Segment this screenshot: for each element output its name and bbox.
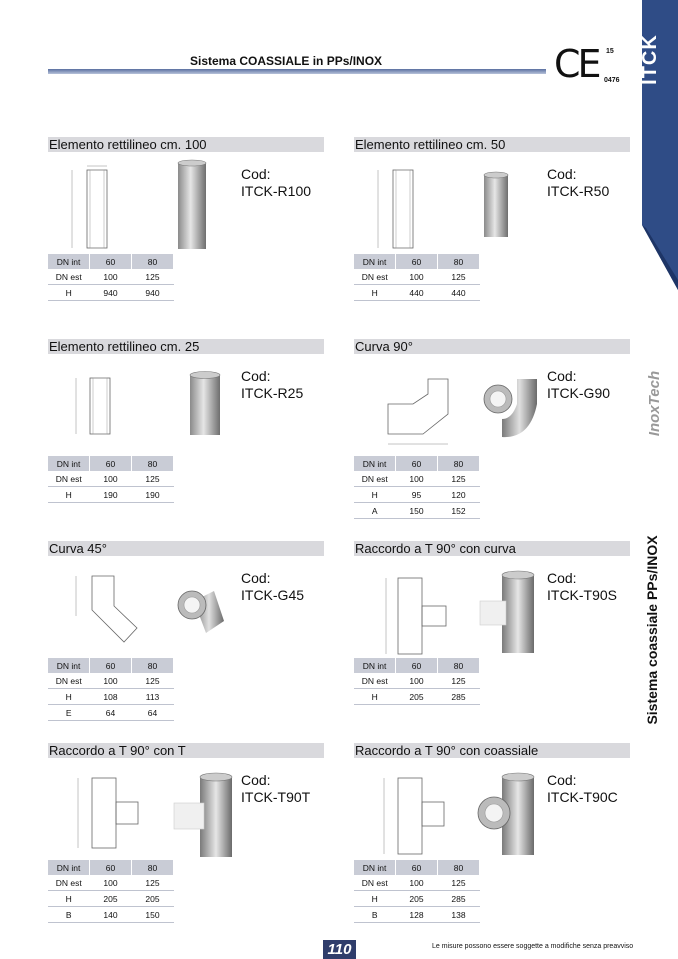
spec-cell: 128 <box>396 907 438 923</box>
spec-cell: 64 <box>132 705 174 721</box>
spec-cell: A <box>354 503 396 519</box>
spec-cell: 95 <box>396 487 438 503</box>
spec-cell: 150 <box>132 907 174 923</box>
page-number: 110 <box>323 940 356 959</box>
product-block <box>354 743 629 933</box>
spec-cell: E <box>48 705 90 721</box>
spec-cell: 940 <box>132 285 174 301</box>
spec-header-cell: 60 <box>90 254 132 269</box>
ce-letters: CE <box>554 42 599 86</box>
spec-cell: 100 <box>396 471 438 487</box>
cod-label: Cod: <box>241 772 271 788</box>
spec-cell: 440 <box>396 285 438 301</box>
cod-label: Cod: <box>547 166 577 182</box>
product-title: Raccordo a T 90° con coassiale <box>354 743 630 758</box>
spec-header-cell: 80 <box>132 860 174 875</box>
spec-table-header <box>354 254 480 269</box>
spec-table-row <box>354 673 480 689</box>
spec-table-row <box>48 673 174 689</box>
spec-table-row <box>48 285 174 301</box>
spec-table-row <box>48 907 174 923</box>
spec-cell: DN est <box>48 269 90 285</box>
inoxtech-logo <box>630 360 678 450</box>
technical-drawing-elbow-45 <box>62 566 162 656</box>
spec-cell: H <box>48 285 90 301</box>
spec-cell: DN est <box>48 471 90 487</box>
page-title: Sistema COASSIALE in PPs/INOX <box>190 54 383 68</box>
spec-cell: 940 <box>90 285 132 301</box>
spec-table-header <box>354 860 480 875</box>
product-code <box>547 368 610 402</box>
product-code <box>241 570 304 604</box>
spec-cell: 100 <box>396 875 438 891</box>
spec-header-cell: 80 <box>132 254 174 269</box>
spec-table-row <box>48 689 174 705</box>
cod-value: ITCK-G45 <box>241 587 305 603</box>
spec-header-cell: 60 <box>90 860 132 875</box>
ce-mark <box>554 44 624 86</box>
product-photo-pipe-short <box>166 359 236 454</box>
product-photo-tee-coaxial <box>472 763 542 858</box>
cod-value: ITCK-T90C <box>547 789 618 805</box>
spec-table-header <box>354 456 480 471</box>
side-brand-text: ITCK <box>638 34 661 85</box>
cod-label: Cod: <box>241 166 271 182</box>
ce-number-bottom: 0476 <box>604 77 620 84</box>
spec-cell: 120 <box>438 487 480 503</box>
spec-cell: 125 <box>438 875 480 891</box>
spec-header-cell: 60 <box>396 658 438 673</box>
spec-header-cell: 60 <box>90 658 132 673</box>
spec-cell: 108 <box>90 689 132 705</box>
product-title: Curva 45° <box>48 541 324 556</box>
spec-header-cell: 60 <box>396 860 438 875</box>
spec-table-row <box>354 907 480 923</box>
spec-cell: H <box>48 487 90 503</box>
product-photo-tee-curve <box>472 561 542 656</box>
spec-cell: 205 <box>132 891 174 907</box>
spec-table <box>354 860 480 923</box>
product-code <box>241 772 310 806</box>
spec-cell: H <box>48 891 90 907</box>
cod-value: ITCK-G90 <box>547 385 611 401</box>
spec-header-cell: 80 <box>438 658 480 673</box>
spec-cell: DN est <box>48 875 90 891</box>
technical-drawing-tee-coaxial <box>368 768 468 858</box>
spec-header-cell: 80 <box>438 254 480 269</box>
spec-table-header <box>354 658 480 673</box>
title-rule <box>48 69 546 74</box>
spec-cell: 100 <box>90 673 132 689</box>
spec-table-row <box>354 269 480 285</box>
spec-table-header <box>48 456 174 471</box>
spec-header-cell: DN int <box>354 254 396 269</box>
product-block <box>48 339 323 529</box>
product-photo-pipe <box>166 157 236 252</box>
spec-cell: B <box>48 907 90 923</box>
spec-cell: 125 <box>438 471 480 487</box>
spec-table-row <box>48 705 174 721</box>
cod-label: Cod: <box>241 368 271 384</box>
cod-label: Cod: <box>547 570 577 586</box>
spec-header-cell: DN int <box>48 456 90 471</box>
spec-cell: H <box>354 689 396 705</box>
spec-cell: 125 <box>438 269 480 285</box>
product-code <box>241 368 303 402</box>
spec-cell: 100 <box>90 471 132 487</box>
spec-cell: H <box>48 689 90 705</box>
product-code <box>547 570 617 604</box>
spec-cell: DN est <box>354 673 396 689</box>
spec-table-row <box>354 503 480 519</box>
technical-drawing-straight <box>368 162 468 252</box>
product-photo-elbow-45 <box>166 561 236 656</box>
spec-header-cell: DN int <box>354 456 396 471</box>
side-vertical-label-text: Sistema coassiale PPs/INOX <box>644 535 660 725</box>
cod-value: ITCK-R50 <box>547 183 610 199</box>
spec-cell: 205 <box>90 891 132 907</box>
ce-number-top: 15 <box>606 48 614 55</box>
product-block <box>48 743 323 933</box>
product-block <box>354 339 629 529</box>
spec-table-row <box>354 487 480 503</box>
spec-cell: 285 <box>438 689 480 705</box>
spec-cell: 190 <box>132 487 174 503</box>
product-code <box>547 772 618 806</box>
spec-table-row <box>48 875 174 891</box>
spec-table-row <box>354 471 480 487</box>
footer-note: Le misure possono essere soggette a modifiche senza preavviso <box>432 943 634 950</box>
cod-value: ITCK-T90S <box>547 587 618 603</box>
spec-cell: 125 <box>132 673 174 689</box>
spec-cell: 100 <box>90 875 132 891</box>
spec-cell: DN est <box>48 673 90 689</box>
spec-table <box>354 658 480 705</box>
cod-label: Cod: <box>547 772 577 788</box>
spec-cell: 140 <box>90 907 132 923</box>
spec-cell: 440 <box>438 285 480 301</box>
spec-table-row <box>354 875 480 891</box>
spec-cell: DN est <box>354 875 396 891</box>
spec-header-cell: 80 <box>132 456 174 471</box>
cod-label: Cod: <box>547 368 577 384</box>
cod-value: ITCK-R25 <box>241 385 304 401</box>
spec-header-cell: 80 <box>438 860 480 875</box>
spec-cell: DN est <box>354 269 396 285</box>
spec-table-header <box>48 254 174 269</box>
spec-header-cell: DN int <box>48 658 90 673</box>
spec-header-cell: 80 <box>438 456 480 471</box>
spec-cell: 125 <box>438 673 480 689</box>
spec-table <box>48 658 174 721</box>
spec-cell: 125 <box>132 471 174 487</box>
side-brand <box>638 20 675 100</box>
spec-header-cell: DN int <box>48 860 90 875</box>
product-title: Elemento rettilineo cm. 25 <box>48 339 324 354</box>
spec-header-cell: DN int <box>354 658 396 673</box>
spec-header-cell: DN int <box>48 254 90 269</box>
spec-cell: 125 <box>132 269 174 285</box>
product-block <box>354 137 629 327</box>
spec-cell: H <box>354 891 396 907</box>
spec-cell: 100 <box>396 269 438 285</box>
spec-cell: 205 <box>396 891 438 907</box>
spec-cell: 100 <box>396 673 438 689</box>
cod-value: ITCK-R100 <box>241 183 312 199</box>
spec-header-cell: 60 <box>396 254 438 269</box>
spec-cell: B <box>354 907 396 923</box>
spec-cell: 205 <box>396 689 438 705</box>
product-title: Curva 90° <box>354 339 630 354</box>
spec-cell: 285 <box>438 891 480 907</box>
spec-table-row <box>354 285 480 301</box>
product-title: Elemento rettilineo cm. 50 <box>354 137 630 152</box>
spec-table-row <box>48 891 174 907</box>
spec-cell: 100 <box>90 269 132 285</box>
spec-cell: 150 <box>396 503 438 519</box>
technical-drawing-tee-curve <box>368 566 468 656</box>
spec-header-cell: DN int <box>354 860 396 875</box>
spec-cell: 64 <box>90 705 132 721</box>
spec-cell: DN est <box>354 471 396 487</box>
product-photo-elbow-90 <box>472 359 542 454</box>
spec-cell: H <box>354 487 396 503</box>
technical-drawing-elbow-90 <box>368 364 468 454</box>
spec-table <box>354 456 480 519</box>
spec-header-cell: 80 <box>132 658 174 673</box>
technical-drawing-straight <box>62 162 162 252</box>
spec-table <box>48 254 174 301</box>
product-photo-pipe <box>472 157 542 252</box>
spec-cell: 152 <box>438 503 480 519</box>
spec-cell: 190 <box>90 487 132 503</box>
spec-table-row <box>48 487 174 503</box>
spec-table-row <box>48 269 174 285</box>
product-block <box>48 541 323 731</box>
spec-header-cell: 60 <box>90 456 132 471</box>
spec-table-row <box>48 471 174 487</box>
product-code <box>547 166 609 200</box>
product-block <box>48 137 323 327</box>
product-block <box>354 541 629 731</box>
spec-header-cell: 60 <box>396 456 438 471</box>
product-title: Elemento rettilineo cm. 100 <box>48 137 324 152</box>
spec-cell: H <box>354 285 396 301</box>
spec-table-row <box>354 891 480 907</box>
technical-drawing-tee <box>62 768 162 858</box>
spec-table <box>48 456 174 503</box>
inoxtech-logo-text: InoxTech <box>646 370 664 437</box>
spec-table <box>48 860 174 923</box>
spec-table-row <box>354 689 480 705</box>
product-title: Raccordo a T 90° con curva <box>354 541 630 556</box>
technical-drawing-straight-short <box>62 364 162 454</box>
spec-cell: 138 <box>438 907 480 923</box>
cod-value: ITCK-T90T <box>241 789 311 805</box>
cod-label: Cod: <box>241 570 271 586</box>
spec-table <box>354 254 480 301</box>
product-code <box>241 166 311 200</box>
product-title: Raccordo a T 90° con T <box>48 743 324 758</box>
product-photo-tee <box>166 763 236 858</box>
spec-cell: 125 <box>132 875 174 891</box>
spec-table-header <box>48 658 174 673</box>
spec-cell: 113 <box>132 689 174 705</box>
spec-table-header <box>48 860 174 875</box>
